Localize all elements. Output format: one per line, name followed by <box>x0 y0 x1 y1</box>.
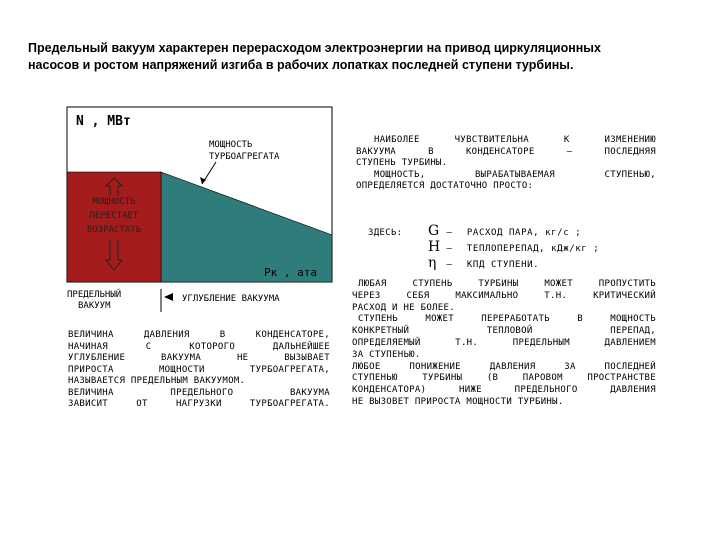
formula-row-h <box>428 238 599 254</box>
limits-line: ЛЮБОЕ ПОНИЖЕНИЕ ДАВЛЕНИЯ ЗА ПОСЛЕДНЕЙ <box>352 361 656 372</box>
limits-line: НЕ ВЫЗОВЕТ ПРИРОСТА МОЩНОСТИ ТУРБИНЫ. <box>352 396 564 407</box>
definition-line: ВЕЛИЧИНА ПРЕДЕЛЬНОГО ВАКУУМА <box>68 387 330 398</box>
turbine-power-label-line-1: МОЩНОСТЬ <box>209 140 253 150</box>
limit-vacuum-definition <box>68 330 330 411</box>
heading-line-1: Предельный вакуум характерен перерасходом электроэнергии на привод циркуляционных <box>28 41 601 55</box>
y-axis-label: N , МВт <box>76 114 131 129</box>
symbol-h: H <box>428 239 441 255</box>
definition-line: ЗАВИСИТ ОТ НАГРУЗКИ ТУРБОАГРЕГАТА. <box>68 399 330 409</box>
here-label: ЗДЕСЬ: <box>368 228 403 238</box>
limits-line: ЛЮБАЯ СТУПЕНЬ ТУРБИНЫ МОЖЕТ ПРОПУСТИТЬ <box>358 279 656 289</box>
formula-row-g <box>428 222 599 238</box>
turbine-power-label-line-2: ТУРБОАГРЕГАТА <box>209 152 280 162</box>
limits-line: ОПРЕДЕЛЯЕМЫЙ Т.Н. ПРЕДЕЛЬНЫМ ДАВЛЕНИЕМ <box>352 337 656 348</box>
note-line: НАИБОЛЕЕ ЧУВСТВИТЕЛЬНА К ИЗМЕНЕНИЮ <box>374 135 656 145</box>
note-line: МОЩНОСТЬ, ВЫРАБАТЫВАЕМАЯ СТУПЕНЬЮ, <box>374 169 656 180</box>
definition-line: УГЛУБЛЕНИЕ ВАКУУМА НЕ ВЫЗЫВАЕТ <box>68 353 330 363</box>
note-line: ВАКУУМА В КОНДЕНСАТОРЕ – ПОСЛЕДНЯЯ <box>356 146 656 157</box>
symbol-eta-desc: КПД СТУПЕНИ. <box>466 260 540 270</box>
symbol-g-desc: РАСХОД ПАРА, кг/с ; <box>466 228 582 238</box>
deepening-label: УГЛУБЛЕНИЕ ВАКУУМА <box>182 294 280 304</box>
deepening-arrow-head <box>164 293 173 301</box>
symbol-g: G <box>428 223 440 239</box>
dash: – <box>446 260 453 270</box>
limits-line: ЧЕРЕЗ СЕБЯ МАКСИМАЛЬНО Т.Н. КРИТИЧЕСКИЙ <box>352 290 656 301</box>
definition-line: НАЧИНАЯ С КОТОРОГО ДАЛЬНЕЙШЕЕ <box>68 341 330 352</box>
formula-legend <box>368 222 668 270</box>
limits-line: СТУПЕНЬЮ ТУРБИНЫ (В ПАРОВОМ ПРОСТРАНСТВЕ <box>352 373 656 384</box>
symbol-h-desc: ТЕПЛОПЕРЕПАД, кДж/кг ; <box>466 244 600 254</box>
red-zone-label-line-1: МОЩНОСТЬ <box>92 197 136 207</box>
limit-vacuum-label-line-1: ПРЕДЕЛЬНЫЙ <box>67 290 122 300</box>
last-stage-note <box>356 135 656 193</box>
slide-heading <box>28 40 700 74</box>
heading-line-2: насосов и ростом напряжений изгиба в рабочих лопатках последней ступени турбины. <box>28 58 574 72</box>
limits-line: СТУПЕНЬ МОЖЕТ ПЕРЕРАБОТАТЬ В МОЩНОСТЬ <box>358 314 656 325</box>
limits-line: ЗА СТУПЕНЬЮ. <box>352 349 421 360</box>
stage-limits-note <box>352 279 656 409</box>
definition-line: НАЗЫВАЕТСЯ ПРЕДЕЛЬНЫМ ВАКУУМОМ. <box>68 376 246 386</box>
dash: – <box>446 228 453 238</box>
definition-line: ВЕЛИЧИНА ДАВЛЕНИЯ В КОНДЕНСАТОРЕ, <box>68 330 330 340</box>
dash: – <box>446 244 453 254</box>
limits-line: РАСХОД И НЕ БОЛЕЕ. <box>352 302 455 313</box>
note-line: СТУПЕНЬ ТУРБИНЫ. <box>356 158 448 168</box>
note-line: ОПРЕДЕЛЯЕТСЯ ДОСТАТОЧНО ПРОСТО: <box>356 181 534 191</box>
x-axis-label: Pк , ата <box>264 266 317 279</box>
red-zone-label-line-2: ПЕРЕСТАЕТ <box>89 211 139 221</box>
symbol-eta: η <box>428 255 437 271</box>
red-zone-label-line-3: ВОЗРАСТАТЬ <box>86 225 142 235</box>
limits-line: КОНДЕНСАТОРА) НИЖЕ ПРЕДЕЛЬНОГО ДАВЛЕНИЯ <box>352 385 656 396</box>
limits-line: КОНКРЕТНЫЙ ТЕПЛОВОЙ ПЕРЕПАД, <box>352 326 656 337</box>
limit-vacuum-label-line-2: ВАКУУМ <box>78 301 111 311</box>
formula-row-eta <box>428 254 599 270</box>
definition-line: ПРИРОСТА МОЩНОСТИ ТУРБОАГРЕГАТА, <box>68 364 330 375</box>
